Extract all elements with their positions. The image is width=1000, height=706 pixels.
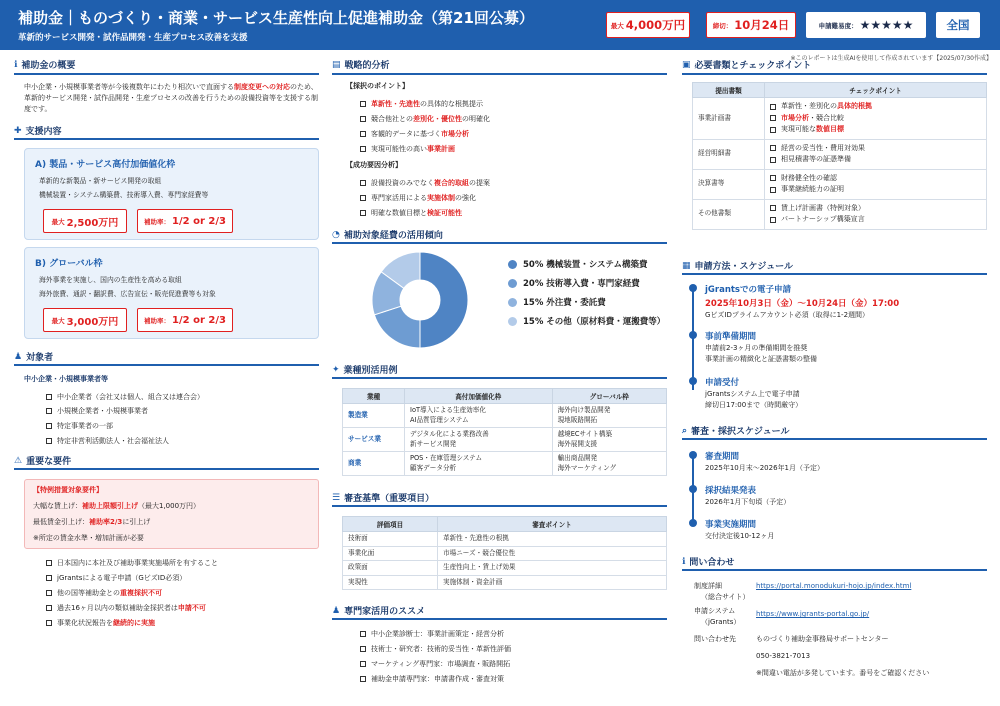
timeline-dot (689, 331, 697, 339)
requirements-heading: ⚠ 重要な要件 (14, 455, 72, 467)
apply-step1-date: 2025年10月3日（金）〜10月24日（金）17:00 (705, 299, 900, 309)
donut-slice-1 (420, 252, 468, 348)
contact-phone: 050-3821-7013 (756, 652, 811, 660)
expert-item: 技術士・研究者：技術的妥当性・革新性評価 (360, 644, 511, 654)
industry-table: 業種 高付加価値化枠 グローバル枠 製造業 IoT導入による生産効率化 AI品質管理システム 海外向け製品開発 現地販路開拓 サービス業 デジタル化による業務改善 新サービス開発 越境ECサイト構築 海外展開支援 商業 POS・在庫管理システム 顧客データ分析 輸出商品開発 海外マーケティング (342, 388, 667, 476)
apply-step2-title: 事前準備期間 (705, 332, 757, 342)
pie-icon: ◔ (332, 229, 340, 240)
chart-icon: ▤ (332, 59, 341, 70)
divider (682, 73, 987, 75)
divider (332, 618, 667, 620)
special-measures-box (24, 479, 319, 549)
deadline-badge: 締切： 10月24日 (706, 12, 796, 38)
apply-step1-title: jGrantsでの電子申請 (705, 285, 791, 295)
table-row: 製造業 IoT導入による生産効率化 AI品質管理システム 海外向け製品開発 現地販路開拓 (343, 404, 667, 428)
industry-heading: ✦ 業種別活用例 (332, 364, 398, 376)
special-line2: 最低賃金引上げ：補助率2/3に引上げ (33, 518, 151, 526)
jgrants-link[interactable]: https://www.jgrants-portal.go.jp/ (756, 610, 870, 618)
requirement-item: 他の国等補助金との重複採択不可 (46, 588, 162, 598)
apply-step3-title: 申請受付 (705, 378, 740, 388)
contact-center: ものづくり補助金事務局サポートセンター (756, 635, 889, 643)
success-item: 明確な数値目標と検証可能性 (360, 208, 462, 218)
doc-check: 革新性・差別化の具体的根拠 (770, 102, 981, 112)
target-item: 中小企業者（会社又は個人、組合又は連合会） (46, 392, 204, 402)
review-step3-title: 事業実施期間 (705, 520, 757, 530)
point-item: 競合他社との差別化・優位性の明確化 (360, 114, 490, 124)
contact-label-inquiry: 問い合わせ先 (694, 635, 736, 643)
requirement-item: 事業化状況報告を継続的に実施 (46, 618, 155, 628)
target-heading: ♟ 対象者 (14, 351, 54, 363)
doc-check: 実現可能な数値目標 (770, 125, 981, 135)
divider (14, 468, 319, 470)
point-item: 客観的データに基づく市場分析 (360, 129, 469, 139)
support-b-rate: 補助率： 1/2 or 2/3 (137, 308, 233, 332)
special-line3: ※所定の賃金水準・増加計画が必要 (33, 534, 144, 542)
users-icon: ♟ (14, 351, 23, 362)
doc-check: 経営の妥当性・費用対効果 (770, 144, 981, 154)
timeline-dot (689, 485, 697, 493)
support-a-line2: 機械装置・システム構築費、技術導入費、専門家経費等 (39, 191, 209, 199)
info-icon: ℹ (14, 59, 18, 70)
expense-donut-chart (370, 250, 470, 350)
support-a-max: 最大 2,500万円 (43, 209, 127, 233)
review-step1-title: 審査期間 (705, 452, 740, 462)
support-a-line1: 革新的な新製品・新サービス開発の取組 (39, 177, 162, 185)
review-step1-text: 2025年10月末〜2026年1月（予定） (705, 464, 824, 472)
divider (682, 438, 987, 440)
timeline-dot (689, 377, 697, 385)
support-b-line2: 海外旅費、通訳・翻訳費、広告宣伝・販売促進費等も対象 (39, 290, 216, 298)
expert-item: 中小企業診断士：事業計画策定・経営分析 (360, 629, 504, 639)
apply-heading: ▦ 申請方法・スケジュール (682, 260, 793, 272)
review-step3-text: 交付決定後10-12ヶ月 (705, 532, 775, 540)
search-icon: ⌕ (682, 425, 688, 436)
table-row: 決算書等 財務健全性の確認 事業継続能力の証明 (693, 169, 987, 199)
docs-heading: ▣ 必要書類とチェックポイント (682, 59, 812, 71)
doc-check: 財務健全性の確認 (770, 174, 981, 184)
folder-icon: ▣ (682, 59, 691, 70)
doc-check: 事業継続能力の証明 (770, 185, 981, 195)
doc-check: 賃上げ計画書（特例対象） (770, 204, 981, 214)
success-item: 設備投資のみでなく複合的取組の提案 (360, 178, 490, 188)
trend-heading: ◔ 補助対象経費の活用傾向 (332, 229, 443, 241)
review-heading: ⌕ 審査・採択スケジュール (682, 425, 790, 437)
apply-step2-line2: 事業計画の精緻化と証憑書類の整備 (705, 355, 817, 363)
review-step2-text: 2026年1月下旬頃（予定） (705, 498, 791, 506)
expert-item: 補助金申請専門家：申請書作成・審査対策 (360, 674, 504, 684)
special-line1: 大幅な賃上げ：補助上限額引上げ（最大1,000万円） (33, 502, 201, 510)
point-item: 革新性・先進性の具体的な根拠提示 (360, 99, 483, 109)
table-row: その他書類 賃上げ計画書（特例対象） パートナーシップ構築宣言 (693, 199, 987, 229)
difficulty-badge: 申請難易度： ★★★★★ (806, 12, 926, 38)
bulb-icon: ✦ (332, 364, 340, 375)
info-icon: ℹ (682, 556, 686, 567)
timeline-dot (689, 284, 697, 292)
max-amount-badge: 最大 4,000万円 (606, 12, 690, 38)
contact-label-site: 制度詳細 （総合サイト） (694, 582, 750, 601)
gift-icon: ✚ (14, 125, 22, 136)
calendar-icon: ▦ (682, 260, 691, 271)
strategy-heading: ▤ 戦略的分析 (332, 59, 390, 71)
table-row: 事業計画書 革新性・差別化の具体的根拠 市場分析・競合比較 実現可能な数値目標 (693, 98, 987, 140)
legend-swatch (508, 279, 517, 288)
table-row: 政策面 生産性向上・賃上げ効果 (343, 561, 667, 576)
requirement-item: 日本国内に本社及び補助事業実施場所を有すること (46, 558, 218, 568)
review-step2-title: 採択結果発表 (705, 486, 757, 496)
divider (14, 364, 319, 366)
legend-item: 20% 技術導入費・専門家経費 (508, 277, 640, 289)
legend-swatch (508, 317, 517, 326)
table-row: 商業 POS・在庫管理システム 顧客データ分析 輸出商品開発 海外マーケティング (343, 452, 667, 476)
criteria-heading: ☰ 審査基準（重要項目） (332, 492, 435, 504)
requirement-item: jGrantsによる電子申請（GビズID必須） (46, 573, 186, 583)
divider (14, 138, 319, 140)
success-item: 専門家活用による実施体制の強化 (360, 193, 476, 203)
support-b-line1: 海外事業を実施し、国内の生産性を高める取組 (39, 276, 182, 284)
legend-swatch (508, 260, 517, 269)
divider (14, 73, 319, 75)
target-subtitle: 中小企業・小規模事業者等 (24, 375, 108, 383)
expert-heading: ♟ 専門家活用のススメ (332, 605, 426, 617)
doc-check: 相見積書等の証憑準備 (770, 155, 981, 165)
apply-step3-line2: 締切日17:00まで（時間厳守） (705, 401, 803, 409)
legend-swatch (508, 298, 517, 307)
legend-item: 15% その他（原材料費・運搬費等） (508, 315, 665, 327)
divider (682, 569, 987, 571)
header (0, 0, 1000, 50)
support-a-title: A) 製品・サービス高付加価値化枠 (35, 160, 176, 170)
legend-item: 15% 外注費・委託費 (508, 296, 606, 308)
target-item: 特定非営利活動法人・社会福祉法人 (46, 436, 169, 446)
table-row: 技術面 革新性・先進性の根拠 (343, 532, 667, 547)
contact-warning: ※間違い電話が多発しています。番号をご確認ください (756, 669, 930, 677)
ai-note: ※このレポートは生成AIを使用して作成されています【2025/07/30作成】 (790, 55, 992, 62)
page-title: 補助金｜ものづくり・商業・サービス生産性向上促進補助金（第21回公募） (18, 9, 534, 27)
table-row: 事業化面 市場ニーズ・競合優位性 (343, 546, 667, 561)
region-badge: 全国 (936, 12, 980, 38)
success-title: 【成功要因分析】 (346, 161, 402, 169)
timeline-dot (689, 451, 697, 459)
points-title: 【採択のポイント】 (346, 82, 409, 90)
contact-label-system: 申請システム （jGrants） (694, 607, 741, 626)
list-icon: ☰ (332, 492, 341, 503)
support-a-rate: 補助率： 1/2 or 2/3 (137, 209, 233, 233)
target-item: 小規模企業者・小規模事業者 (46, 406, 148, 416)
apply-step3-line1: jGrantsシステム上で電子申請 (705, 390, 800, 398)
doc-check: 市場分析・競合比較 (770, 114, 981, 124)
support-b-title: B) グローバル枠 (35, 259, 103, 269)
table-row: サービス業 デジタル化による業務改善 新サービス開発 越境ECサイト構築 海外展開支援 (343, 428, 667, 452)
warning-icon: ⚠ (14, 455, 23, 466)
divider (332, 505, 667, 507)
site-link[interactable]: https://portal.monodukuri-hojo.jp/index.html (756, 582, 912, 590)
doc-check: パートナーシップ構築宣言 (770, 215, 981, 225)
apply-step1-note: GビズIDプライムアカウント必須（取得に1-2週間） (705, 311, 870, 319)
timeline-dot (689, 519, 697, 527)
overview-text: 中小企業・小規模事業者等が今後複数年にわたり相次いで直面する制度変更への対応のため、革新的サービス開発・試作品開発・生産プロセスの改善を行うための設備投資等を支援する制度です。 (24, 83, 318, 113)
target-item: 特定事業者の一部 (46, 421, 113, 431)
expert-item: マーケティング専門家：市場調査・販路開拓 (360, 659, 510, 669)
page-subtitle: 革新的サービス開発・試作品開発・生産プロセス改善を支援 (18, 33, 248, 43)
apply-step2-line1: 申請前2-3ヶ月の準備期間を推奨 (705, 344, 808, 352)
person-icon: ♟ (332, 605, 341, 616)
contact-heading: ℹ 問い合わせ (682, 556, 735, 568)
divider (332, 73, 667, 75)
table-row: 実現性 実施体制・資金計画 (343, 575, 667, 590)
legend-item: 50% 機械装置・システム構築費 (508, 258, 647, 270)
divider (682, 273, 987, 275)
special-title: 【特例措置対象要件】 (33, 486, 103, 494)
support-b-box (24, 247, 319, 339)
support-a-box (24, 148, 319, 240)
support-heading: ✚ 支援内容 (14, 125, 62, 137)
requirement-item: 過去16ヶ月以内の類似補助金採択者は申請不可 (46, 603, 206, 613)
divider (332, 242, 667, 244)
point-item: 実現可能性の高い事業計画 (360, 144, 455, 154)
divider (332, 377, 667, 379)
support-b-max: 最大 3,000万円 (43, 308, 127, 332)
criteria-table: 評価項目 審査ポイント 技術面 革新性・先進性の根拠 事業化面 市場ニーズ・競合優位性 政策面 生産性向上・賃上げ効果 実現性 実施体制・資金計画 (342, 516, 667, 590)
table-row: 経営明細書 経営の妥当性・費用対効果 相見積書等の証憑準備 (693, 139, 987, 169)
overview-heading: ℹ 補助金の概要 (14, 59, 76, 71)
docs-table: 提出書類 チェックポイント 事業計画書 革新性・差別化の具体的根拠 市場分析・競合比較 実現可能な数値目標 経営明細書 経営の妥当性・費用対効果 相見積書等の証憑準備 決算書等 財務健全性の確認 事業継続能力の証明 その他書類 賃上げ計画書（特例対象） パートナーシップ構築宣言 (692, 82, 987, 230)
